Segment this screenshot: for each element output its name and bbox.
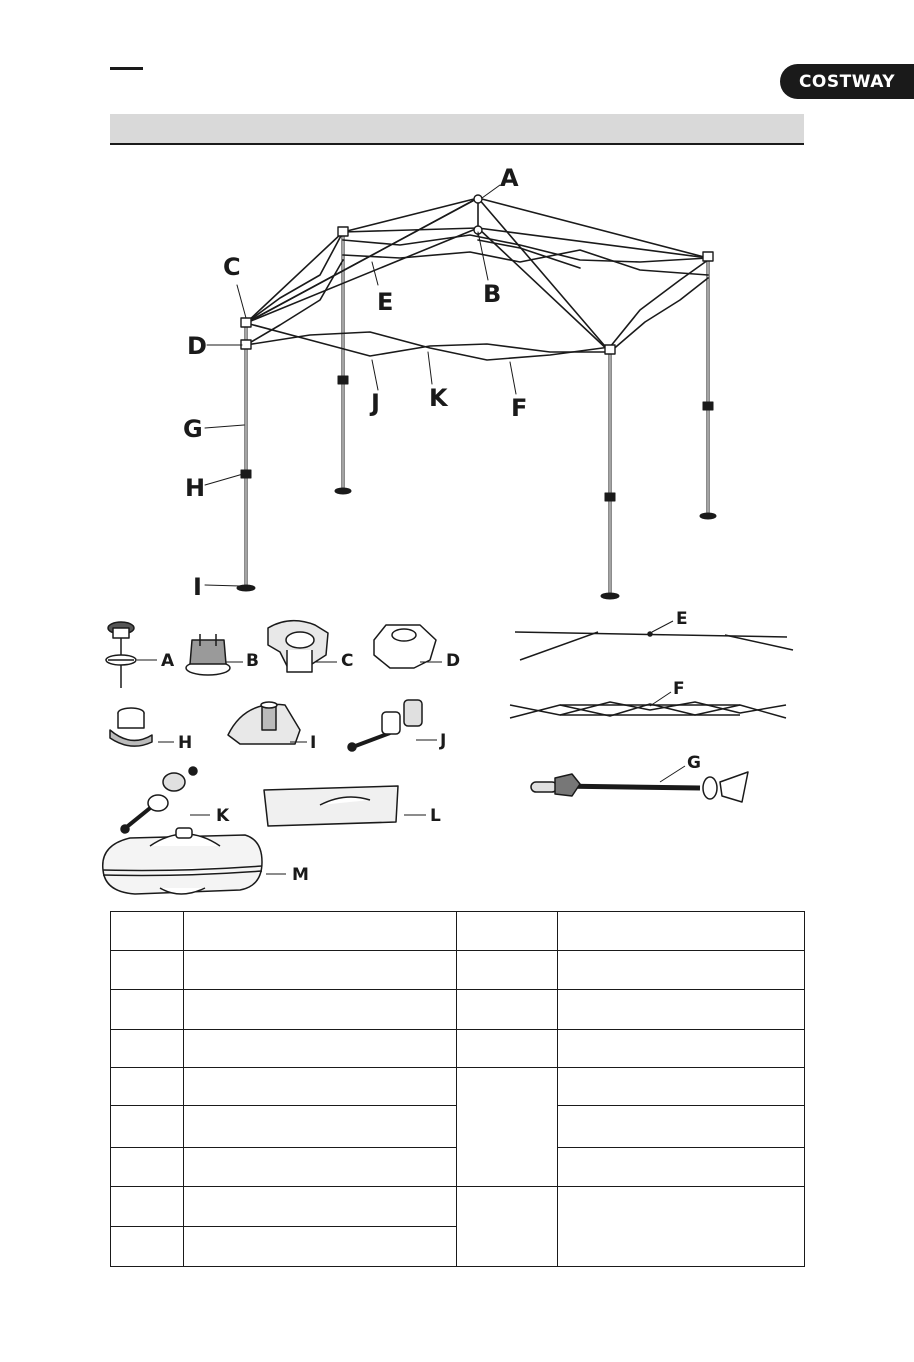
- table-cell: [184, 1068, 457, 1106]
- table-cell: [111, 990, 184, 1030]
- callout-c: C: [223, 253, 241, 281]
- part-i-foot-plate: [228, 702, 300, 744]
- table-cell: [558, 1105, 805, 1148]
- table-cell: [558, 912, 805, 951]
- table-cell-merged: [558, 1186, 805, 1266]
- part-e-roof-pole: [515, 632, 793, 660]
- table-cell-merged: [457, 1068, 558, 1187]
- table-cell: [111, 950, 184, 990]
- table-cell: [184, 990, 457, 1030]
- part-l-canopy-cover: [264, 786, 398, 826]
- table-cell: [558, 1029, 805, 1068]
- table-cell: [457, 950, 558, 990]
- table-cell: [111, 1148, 184, 1187]
- part-c-corner-bracket: [268, 621, 328, 672]
- table-row: [111, 912, 805, 951]
- part-label-d: D: [446, 651, 461, 671]
- table-row: [111, 990, 805, 1030]
- callout-a: A: [500, 164, 519, 192]
- part-g-leg-pole: [531, 772, 748, 802]
- table-cell: [184, 1029, 457, 1068]
- part-f-scissor-truss: [510, 702, 786, 718]
- callout-g: G: [183, 415, 203, 443]
- table-cell: [111, 1105, 184, 1148]
- table-cell: [457, 990, 558, 1030]
- part-label-f: F: [673, 679, 685, 699]
- part-label-i: I: [310, 733, 317, 753]
- part-label-j: J: [440, 731, 447, 751]
- callout-d: D: [187, 332, 207, 360]
- part-label-g: G: [687, 753, 701, 773]
- part-j-joint-bolt: [348, 700, 422, 751]
- part-b-center-hub: [186, 634, 230, 675]
- table-cell: [558, 950, 805, 990]
- table-cell: [558, 990, 805, 1030]
- table-row: [111, 1186, 805, 1227]
- part-label-c: C: [341, 651, 354, 671]
- part-k-joint-bolt: [121, 767, 197, 833]
- table-cell: [111, 1227, 184, 1267]
- part-label-e: E: [676, 609, 688, 629]
- table-cell: [184, 950, 457, 990]
- callout-j: J: [371, 389, 380, 417]
- table-cell: [457, 912, 558, 951]
- table-cell: [184, 912, 457, 951]
- part-label-l: L: [430, 806, 441, 826]
- part-label-b: B: [246, 651, 259, 671]
- table-cell: [558, 1148, 805, 1187]
- table-cell: [111, 1186, 184, 1227]
- table-row: [111, 1068, 805, 1106]
- table-row: [111, 1029, 805, 1068]
- callout-k: K: [429, 384, 448, 412]
- part-a-center-hub-knob: [106, 622, 136, 688]
- table-cell: [184, 1227, 457, 1267]
- callout-i: I: [193, 573, 202, 601]
- table-cell: [457, 1029, 558, 1068]
- callout-e: E: [377, 288, 394, 316]
- part-label-a: A: [161, 651, 175, 671]
- part-label-h: H: [178, 733, 193, 753]
- brand-name: COSTWAY: [798, 71, 896, 92]
- parts-list-table: [110, 911, 805, 1267]
- table-cell: [184, 1186, 457, 1227]
- table-cell: [558, 1068, 805, 1106]
- table-cell: [184, 1105, 457, 1148]
- table-cell: [111, 1068, 184, 1106]
- table-cell-merged: [457, 1186, 558, 1266]
- table-cell: [111, 1029, 184, 1068]
- callout-b: B: [483, 280, 502, 308]
- table-cell: [184, 1148, 457, 1187]
- table-row: [111, 950, 805, 990]
- part-label-k: K: [216, 806, 230, 826]
- part-m-carry-bag: [103, 828, 262, 894]
- part-label-m: M: [292, 865, 309, 885]
- part-h-leg-slider: [110, 708, 152, 746]
- callout-h: H: [185, 474, 206, 502]
- table-cell: [111, 912, 184, 951]
- foot-plates: [237, 488, 716, 599]
- callout-f: F: [511, 394, 528, 422]
